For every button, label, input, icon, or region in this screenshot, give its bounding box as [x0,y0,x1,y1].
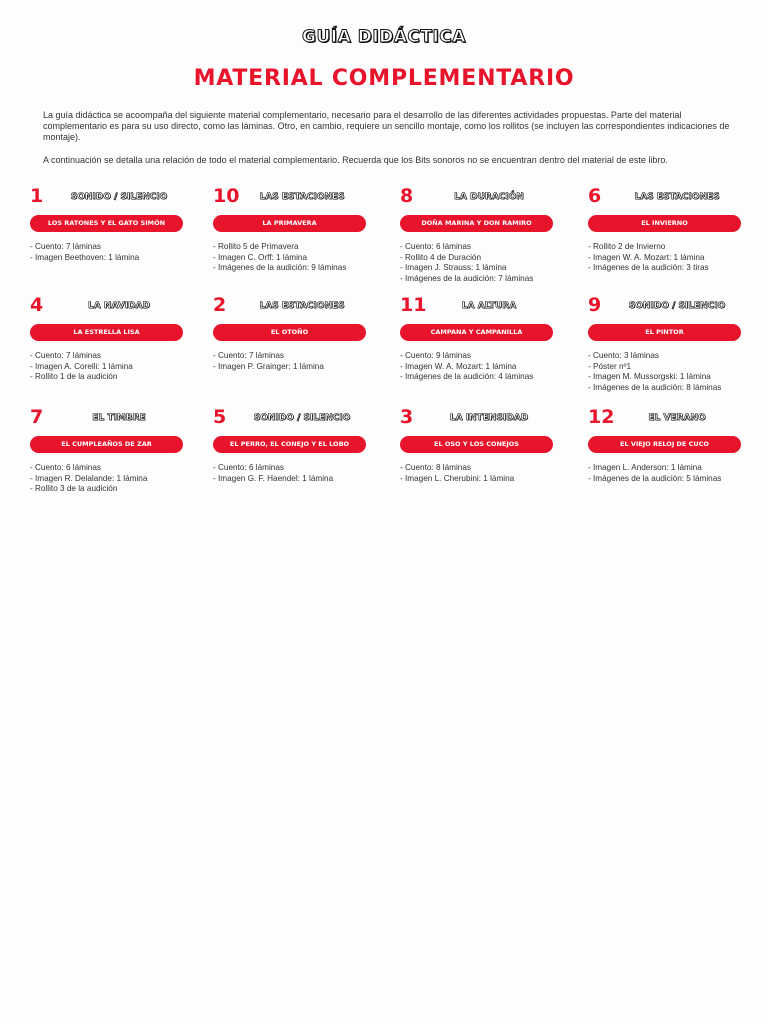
card-subtitle-pill: CAMPANA Y CAMPANILLA [400,324,553,341]
card-item: - Imagen P. Grainger: 1 lámina [213,361,324,371]
card-heading: SONIDO / SILENCIO [253,413,351,423]
material-card [30,185,190,295]
intro-paragraph-1 [43,110,733,143]
card-subtitle-pill: DOÑA MARINA Y DON RAMIRO [400,215,553,232]
card-item: - Imagen L. Cherubini: 1 lámina [400,473,515,483]
card-item: - Rollito 5 de Primavera [213,242,299,251]
card-number: 8 [400,185,414,207]
card-heading: SONIDO / SILENCIO [70,192,168,202]
card-number: 11 [400,294,427,316]
card-subtitle-pill: EL PINTOR [588,324,741,341]
card-subtitle-pill: LOS RATONES Y EL GATO SIMÓN [30,215,183,232]
card-item: - Cuento: 7 láminas [30,242,101,251]
card-item: - Cuento: 6 láminas [30,463,101,472]
card-item: - Cuento: 8 láminas [400,463,471,472]
card-subtitle-pill: EL OSO Y LOS CONEJOS [400,436,553,453]
card-number: 1 [30,185,44,207]
card-item: - Rollito 4 de Duración [400,252,482,262]
card-item: - Imágenes de la audición: 8 láminas [588,382,722,392]
material-card [30,406,190,516]
card-item: - Imagen W. A. Mozart: 1 lámina [400,361,517,371]
card-item: - Imágenes de la audición: 7 láminas [400,273,534,283]
card-item-list [588,242,709,274]
page-header-title: GUÍA DIDÁCTICA [302,27,466,47]
card-subtitle-pill: LA PRIMAVERA [213,215,366,232]
material-card [588,406,748,516]
card-heading: LA NAVIDAD [88,301,150,311]
card-item-list [588,351,721,393]
card-item: - Cuento: 6 láminas [213,463,284,472]
card-heading: EL VERANO [648,413,706,423]
card-item: - Imágenes de la audición: 3 tiras [588,263,709,272]
card-item: - Cuento: 6 láminas [400,242,471,251]
card-heading: LA DURACIÓN [454,192,524,202]
material-card [30,294,190,404]
card-item: - Cuento: 7 láminas [213,351,284,360]
card-item: - Imagen Beethoven: 1 lámina [30,252,140,262]
card-subtitle-pill: EL CUMPLEAÑOS DE ZAR [30,436,183,453]
card-number: 4 [30,294,44,316]
card-subtitle-pill: EL PERRO, EL CONEJO Y EL LOBO [213,436,366,453]
card-item-list [30,351,133,383]
page-title: MATERIAL COMPLEMENTARIO [193,66,575,91]
card-item-list [588,463,721,484]
card-item: - Rollito 3 de la audición [30,484,118,493]
card-item: - Imagen G. F. Haendel: 1 lámina [213,473,334,483]
card-item: - Imágenes de la audición: 5 láminas [588,473,722,483]
card-number: 9 [588,294,602,316]
card-heading: EL TIMBRE [92,413,146,423]
card-item: - Imágenes de la audición: 9 láminas [213,263,347,272]
card-item: - Imagen R. Delalande: 1 lámina [30,473,148,483]
card-item-list [400,242,533,284]
material-card [588,294,748,404]
card-number: 12 [588,406,615,428]
card-item: - Imagen W. A. Mozart: 1 lámina [588,252,705,262]
card-item: - Rollito 2 de Invierno [588,242,666,251]
card-item: - Cuento: 9 láminas [400,351,471,360]
card-heading: SONIDO / SILENCIO [628,301,726,311]
card-item-list [30,242,139,263]
card-subtitle-pill: LA ESTRELLA LISA [30,324,183,341]
card-item: - Imagen C. Orff: 1 lámina [213,252,308,262]
material-card [400,185,560,295]
card-heading: LAS ESTACIONES [634,192,720,202]
card-item-list [30,463,147,495]
card-item: - Imagen M. Mussorgski: 1 lámina [588,372,711,381]
card-heading: LAS ESTACIONES [259,192,345,202]
intro-line-2: Parte del material complementario es para su uso directo, como las láminas. Otro, en cambio, requiere un sencillo montaje, como los rollitos (se incluyen las correspondientes indicaciones de montaje). [43,110,730,142]
material-card [588,185,748,295]
material-card [213,406,373,516]
card-item: - Cuento: 3 láminas [588,351,659,360]
card-item: - Imagen L. Anderson: 1 lámina [588,463,702,472]
card-number: 2 [213,294,227,316]
material-card [213,294,373,404]
card-item-list [213,351,324,372]
card-number: 6 [588,185,602,207]
card-item: - Cuento: 7 láminas [30,351,101,360]
card-number: 3 [400,406,414,428]
card-number: 10 [213,185,240,207]
card-item-list [400,463,514,484]
card-subtitle-pill: EL VIEJO RELOJ DE CUCO [588,436,741,453]
card-heading: LAS ESTACIONES [259,301,345,311]
card-item: - Póster nº1 [588,361,632,371]
card-item: - Imagen J. Strauss: 1 lámina [400,263,507,272]
card-subtitle-pill: EL INVIERNO [588,215,741,232]
card-item-list [400,351,533,383]
card-number: 7 [30,406,44,428]
material-card [400,294,560,404]
card-item: - Imagen A. Corelli: 1 lámina [30,361,133,371]
card-item: - Imágenes de la audición: 4 láminas [400,372,534,381]
card-item-list [213,463,333,484]
card-number: 5 [213,406,227,428]
material-card [400,406,560,516]
material-card [213,185,373,295]
card-item: - Rollito 1 de la audición [30,372,118,381]
intro-line-1: La guía didáctica se acoompaña del siguiente material complementario, necesario para el desarrollo de las diferentes actividades propuestas. [43,110,609,120]
card-heading: LA INTENSIDAD [449,413,529,423]
card-item-list [213,242,346,274]
card-subtitle-pill: EL OTOÑO [213,324,366,341]
intro-paragraph-2: A continuación se detalla una relación de todo el material complementario. Recuerda que los Bits sonoros no se encuentran dentro del material de este libro. [43,155,668,165]
card-heading: LA ALTURA [461,301,517,311]
